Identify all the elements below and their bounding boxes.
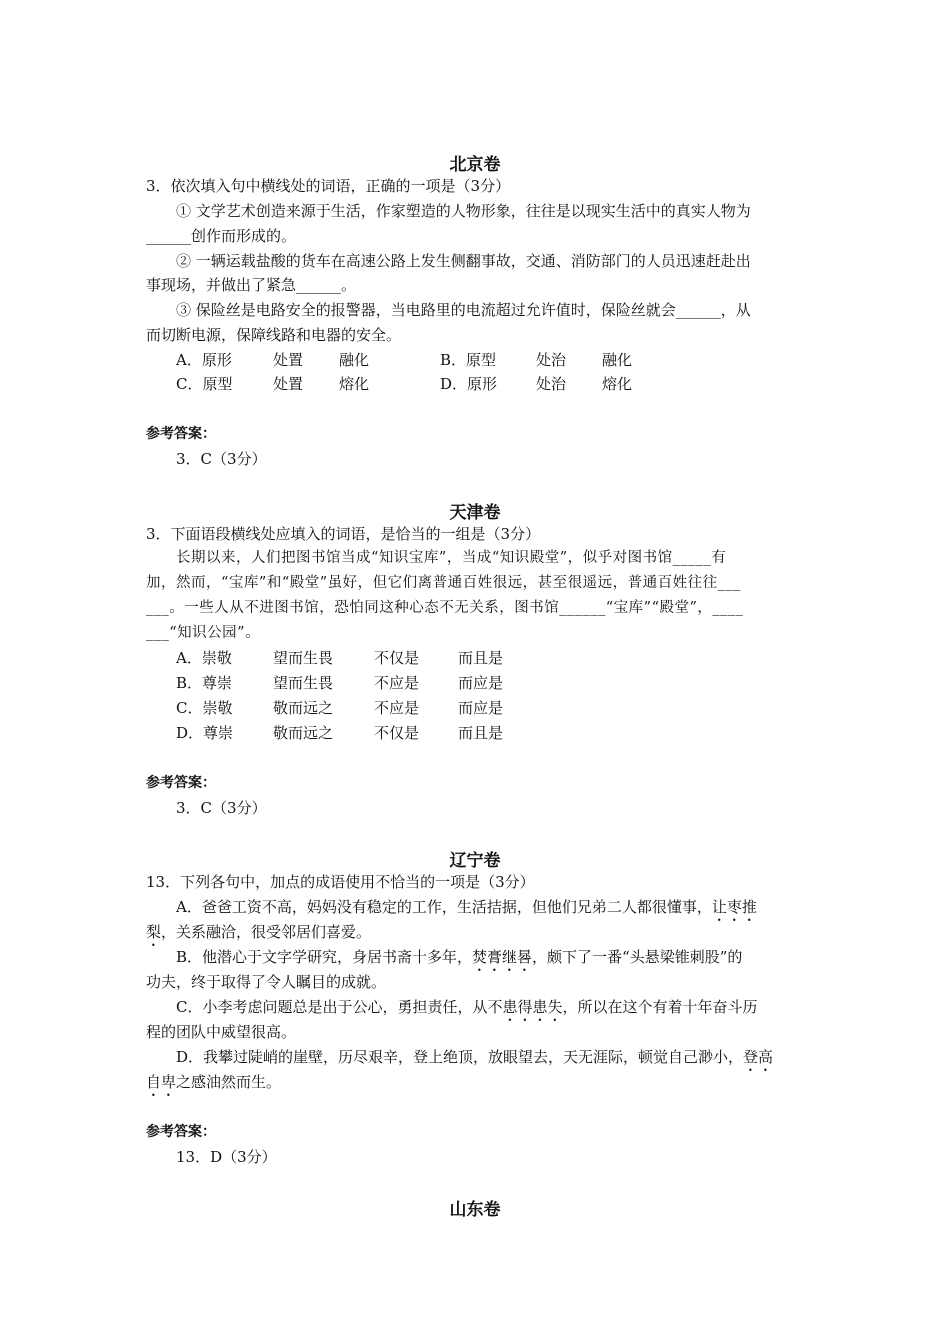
option-c-label: C．原型	[176, 375, 233, 393]
section-title-tianjin: 天津卷	[449, 503, 501, 523]
option-a-text: ，关系融洽，很受邻居们喜爱。	[161, 923, 372, 941]
sentence-2-line-2: 事现场，并做出了紧急______。	[146, 276, 357, 294]
option-d-text: D．我攀过陡峭的崖壁，历尽艰辛，登上绝顶，放眼望去，天无涯际，顿觉自己渺小，	[176, 1048, 744, 1066]
option-a-text: A．爸爸工资不高，妈妈没有稳定的工作，生活拮据，但他们兄弟二人都很懂事，	[176, 898, 712, 916]
answer-label-beijing: 参考答案：	[146, 426, 216, 442]
option-d-word-3: 熔化	[602, 375, 633, 393]
answer-label-tianjin: 参考答案：	[146, 775, 216, 791]
dotted-idiom-part: 梨	[146, 923, 162, 941]
option-b-word-3: 不应是	[374, 674, 420, 692]
option-c-word-4: 而应是	[458, 699, 504, 717]
option-c-word-3: 熔化	[339, 375, 370, 393]
dotted-idiom-part: 让枣推	[711, 898, 757, 916]
option-c-text: C．小李考虑问题总是出于公心，勇担责任，从不	[176, 998, 503, 1016]
option-d-label: D．尊崇	[176, 724, 234, 742]
dotted-idiom: 患得患失	[502, 998, 563, 1016]
option-a-label: A．原形	[176, 351, 232, 369]
option-d-word-3: 不仅是	[374, 724, 420, 742]
sentence-3-line-2: 而切断电源，保障线路和电器的安全。	[146, 326, 402, 344]
option-b-text: B．他潜心于文字学研究，身居书斋十多年，	[176, 948, 473, 966]
answer-label-liaoning: 参考答案：	[146, 1124, 216, 1140]
option-a-word-3: 不仅是	[374, 649, 420, 667]
option-c-word-3: 不应是	[374, 699, 420, 717]
option-d-label: D．原形	[440, 375, 498, 393]
answer-liaoning: 13．D（3分）	[176, 1148, 277, 1166]
option-c-word-2: 敬而远之	[273, 699, 334, 717]
option-b-word-4: 而应是	[458, 674, 504, 692]
passage-line-2: 加，然而，“宝库”和“殿堂”虽好，但它们离普通百姓很远，甚至很遥远，普通百姓往往___	[146, 575, 741, 591]
option-d-text: 之感油然而生。	[176, 1073, 282, 1091]
option-a-word-2: 处置	[273, 351, 304, 369]
answer-beijing: 3．C（3分）	[176, 450, 267, 468]
option-b-word-2: 望而生畏	[273, 674, 334, 692]
option-b-line-2: 功夫，终于取得了令人瞩目的成就。	[146, 973, 387, 991]
option-d-word-2: 处治	[536, 375, 567, 393]
option-b-text: ，颇下了一番“头悬梁锥刺股”的	[532, 948, 743, 966]
option-a-word-3: 融化	[339, 351, 370, 369]
option-c-word-2: 处置	[273, 375, 304, 393]
sentence-2-line-1: ② 一辆运载盐酸的货车在高速公路上发生侧翻事故，交通、消防部门的人员迅速赶赴出	[176, 252, 751, 270]
sentence-1-line-2: ______创作而形成的。	[146, 227, 297, 245]
question-beijing: 3．依次填入句中横线处的词语，正确的一项是（3分）	[146, 177, 511, 195]
passage-line-1: 长期以来，人们把图书馆当成“知识宝库”，当成“知识殿堂”，似乎对图书馆_____有	[176, 550, 727, 566]
section-title-shandong: 山东卷	[449, 1200, 501, 1220]
option-a-label: A．崇敬	[176, 649, 232, 667]
option-a-word-2: 望而生畏	[273, 649, 334, 667]
dotted-idiom-part: 自卑	[146, 1073, 177, 1091]
option-d-word-4: 而且是	[458, 724, 504, 742]
option-d-line-2	[146, 1070, 281, 1100]
question-tianjin: 3．下面语段横线处应填入的词语，是恰当的一组是（3分）	[146, 525, 541, 543]
option-c-line-2: 程的团队中威望很高。	[146, 1023, 297, 1041]
option-b-word-3: 融化	[602, 351, 633, 369]
sentence-1-line-1: ① 文学艺术创造来源于生活，作家塑造的人物形象，往往是以现实生活中的真实人物为	[176, 202, 751, 220]
option-c-text: ，所以在这个有着十年奋斗历	[562, 998, 758, 1016]
passage-line-3: ___。一些人从不进图书馆，恐怕同这种心态不无关系，图书馆______“宝库”“殿堂”，____	[146, 600, 744, 616]
option-d-word-2: 敬而远之	[273, 724, 334, 742]
answer-tianjin: 3．C（3分）	[176, 799, 267, 817]
option-b-label: B．尊崇	[176, 674, 233, 692]
dotted-idiom-part: 登高	[743, 1048, 774, 1066]
option-c-label: C．崇敬	[176, 699, 233, 717]
passage-line-4: ___“知识公园”。	[146, 625, 261, 641]
question-liaoning: 13．下列各句中，加点的成语使用不恰当的一项是（3分）	[146, 873, 535, 891]
section-title-beijing: 北京卷	[449, 155, 501, 175]
dotted-idiom: 焚膏继晷	[472, 948, 533, 966]
option-a-word-4: 而且是	[458, 649, 504, 667]
option-b-word-2: 处治	[536, 351, 567, 369]
option-b-label: B．原型	[440, 351, 497, 369]
section-title-liaoning: 辽宁卷	[449, 851, 501, 871]
sentence-3-line-1: ③ 保险丝是电路安全的报警器，当电路里的电流超过允许值时，保险丝就会______，从	[176, 301, 751, 319]
